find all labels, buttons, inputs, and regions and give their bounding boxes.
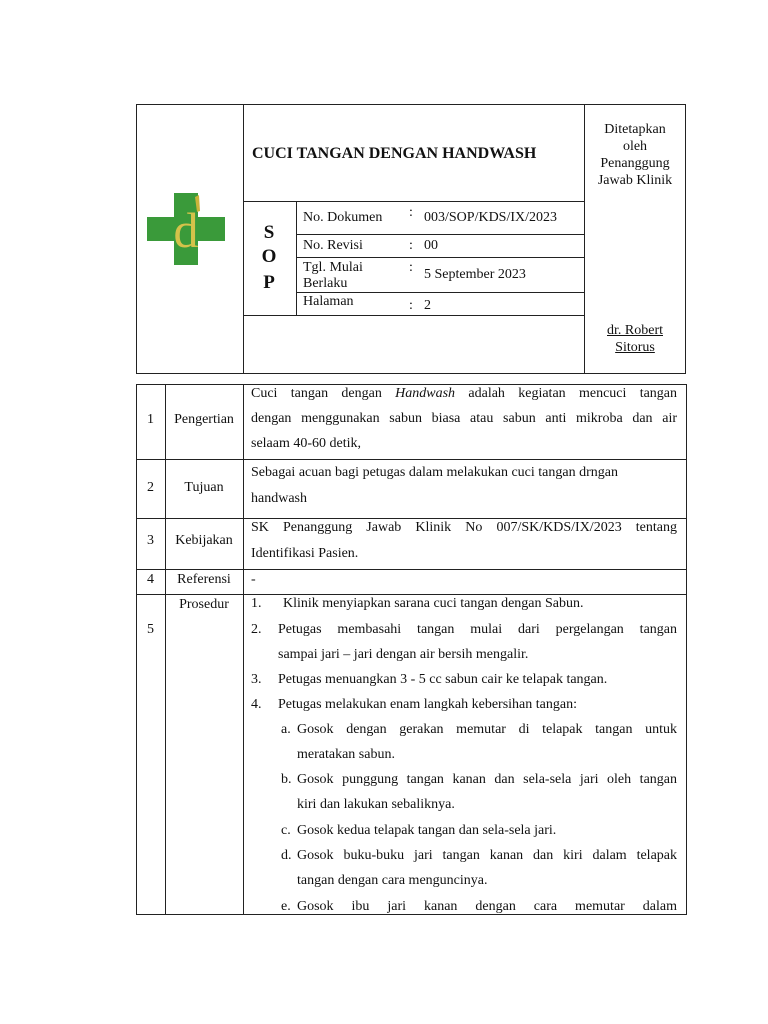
field-value-tgl-mulai: 5 September 2023 (424, 267, 526, 282)
step-text: Petugas membasahi tangan mulai dari pergelangan tangan (278, 622, 677, 637)
field-label-berlaku: Berlaku (303, 276, 348, 291)
pengertian-line (251, 381, 677, 406)
ditetapkan-line: Jawab Klinik (597, 173, 673, 188)
substep-letter: b. (281, 772, 292, 787)
sop-letter-s: S (263, 222, 275, 243)
step-text: Petugas menuangkan 3 - 5 cc sabun cair ke telapak tangan. (278, 672, 608, 687)
field-colon: : (409, 238, 413, 253)
pengertian-text: Cuci tangan dengan (251, 386, 382, 401)
substep-text: Gosok dengan gerakan memutar di telapak tangan untuk (297, 722, 677, 737)
row-number: 4 (147, 572, 154, 587)
field-colon: : (409, 298, 413, 313)
ditetapkan-line: Penanggung (600, 156, 670, 171)
document-title: CUCI TANGAN DENGAN HANDWASH (252, 145, 537, 162)
pengertian-line: dengan menggunakan sabun biasa atau sabun anti mikroba dan air (251, 411, 677, 426)
signer-line: dr. Robert (607, 323, 663, 338)
sop-letter-o: O (261, 246, 277, 267)
row-number: 2 (147, 480, 154, 495)
signer-line: Sitorus (615, 340, 655, 355)
svg-text:d: d (173, 202, 199, 258)
substep-text: tangan dengan cara menguncinya. (297, 873, 488, 888)
row-label-kebijakan: Kebijakan (175, 533, 233, 548)
step-number: 4. (251, 697, 262, 712)
referensi-value: - (251, 572, 256, 587)
signer-name (585, 322, 685, 339)
substep-letter: e. (281, 899, 291, 914)
step-number: 3. (251, 672, 262, 687)
kebijakan-line: SK Penanggung Jawab Klinik No 007/SK/KDS/IX/2023 tentang (251, 520, 677, 535)
ditetapkan-line: Ditetapkan (604, 122, 666, 137)
field-colon: : (409, 205, 413, 220)
field-label-no-revisi: No. Revisi (303, 238, 363, 253)
row-label-referensi: Referensi (177, 572, 231, 587)
field-label-halaman: Halaman (303, 294, 354, 309)
tujuan-line: Sebagai acuan bagi petugas dalam melakukan cuci tangan drngan (251, 465, 618, 480)
signer-name (585, 339, 685, 356)
substep-letter: a. (281, 722, 291, 737)
kebijakan-line: Identifikasi Pasien. (251, 546, 359, 561)
field-value-no-revisi: 00 (424, 238, 438, 253)
green-cross-d-logo (147, 193, 225, 265)
field-value-halaman: 2 (424, 298, 431, 313)
step-text: Klinik menyiapkan sarana cuci tangan dengan Sabun. (283, 596, 584, 611)
field-label-tgl-mulai: Tgl. Mulai (303, 260, 363, 275)
substep-text: meratakan sabun. (297, 747, 395, 762)
field-colon: : (409, 260, 413, 275)
row-number: 1 (147, 412, 154, 427)
row-label-tujuan: Tujuan (184, 480, 224, 495)
ditetapkan-line: oleh (622, 139, 648, 154)
pengertian-text: adalah kegiatan mencuci tangan (468, 386, 678, 401)
pengertian-line: selaam 40-60 detik, (251, 436, 362, 451)
substep-text: Gosok punggung tangan kanan dan sela-sela jari oleh tangan (297, 772, 677, 787)
step-text: sampai jari – jari dengan air bersih mengalir. (278, 647, 529, 662)
row-number: 5 (147, 622, 154, 637)
field-label-no-dokumen: No. Dokumen (303, 210, 383, 225)
step-number: 1. (251, 596, 262, 611)
field-value-no-dokumen: 003/SOP/KDS/IX/2023 (424, 210, 558, 225)
substep-letter: d. (281, 848, 292, 863)
substep-text: Gosok ibu jari kanan dengan cara memutar dalam (297, 899, 677, 914)
substep-text: kiri dan lakukan sebaliknya. (297, 797, 455, 812)
substep-letter: c. (281, 823, 291, 838)
step-number: 2. (251, 622, 262, 637)
sop-letter-p: P (263, 272, 275, 293)
tujuan-line: handwash (251, 491, 307, 506)
row-label-pengertian: Pengertian (174, 412, 234, 427)
step-text: Petugas melakukan enam langkah kebersihan tangan: (278, 697, 577, 712)
substep-text: Gosok kedua telapak tangan dan sela-sela jari. (297, 823, 557, 838)
pengertian-handwash: Handwash (395, 386, 456, 401)
substep-text: Gosok buku-buku jari tangan kanan dan kiri dalam telapak (297, 848, 677, 863)
row-label-prosedur: Prosedur (179, 597, 229, 612)
row-number: 3 (147, 533, 154, 548)
